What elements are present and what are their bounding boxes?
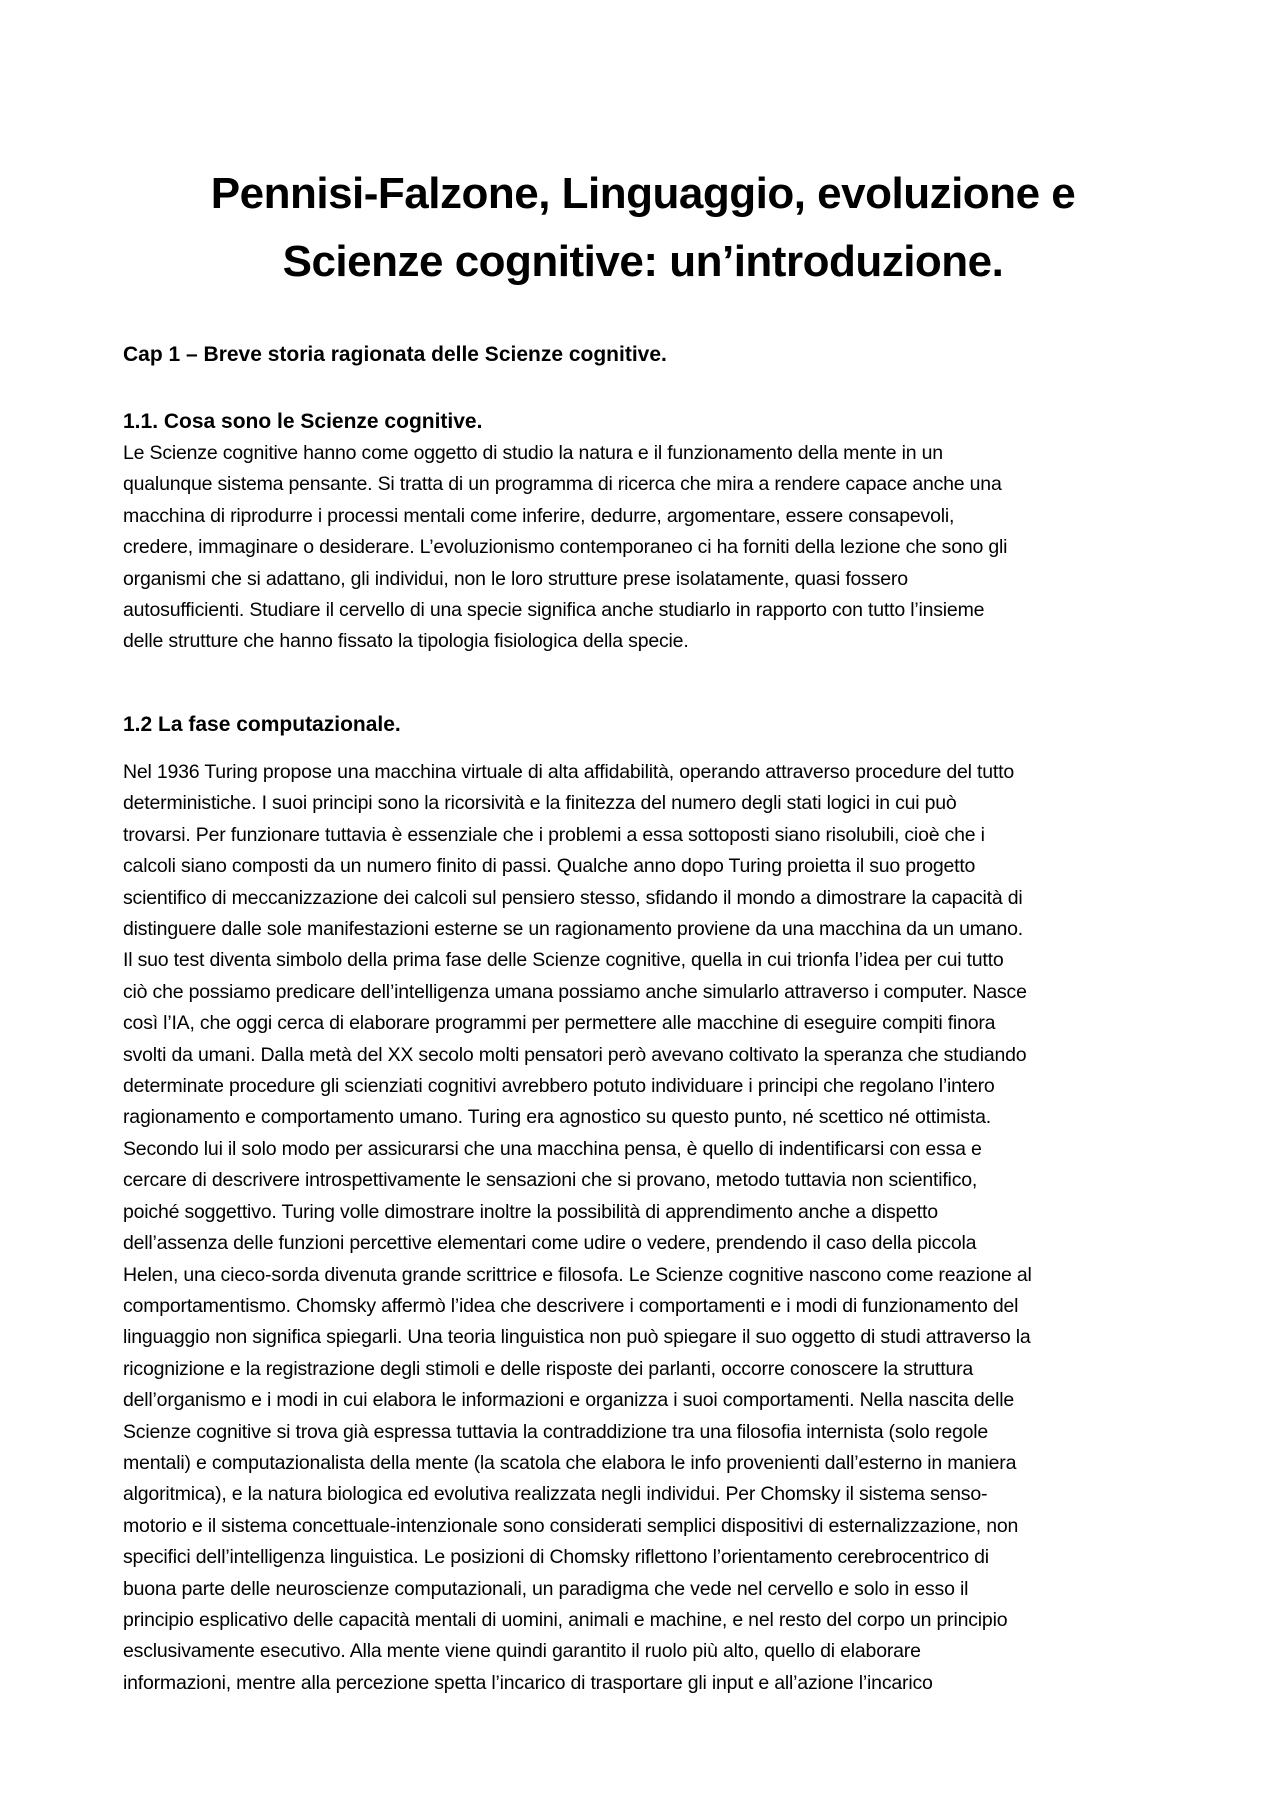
text-line: buona parte delle neuroscienze computazionali, un paradigma che vede nel cervello e solo in esso il: [123, 1577, 969, 1600]
text-line: ciò che possiamo predicare dell’intelligenza umana possiamo anche simularlo attraverso i computer. Nasce: [123, 980, 1027, 1003]
text-line: Nel 1936 Turing propose una macchina virtuale di alta affidabilità, operando attraverso procedure del tutto: [123, 761, 1014, 783]
text-line: determinate procedure gli scienziati cognitivi avrebbero potuto individuare i principi che regolano l’intero: [123, 1075, 995, 1098]
text-line: mentali) e computazionalista della mente (la scatola che elabora le info provenienti dall’esterno in maniera: [123, 1451, 1017, 1474]
section-heading-1-1: 1.1. Cosa sono le Scienze cognitive.: [123, 410, 483, 433]
text-line: Secondo lui il solo modo per assicurarsi che una macchina pensa, è quello di indentificarsi con essa e: [123, 1137, 982, 1160]
title-line: Scienze cognitive: un’introduzione.: [282, 237, 1004, 286]
text-line: Helen, una cieco-sorda divenuta grande scrittrice e filosofa. Le Scienze cognitive nascono come reazione al: [123, 1263, 1032, 1286]
text-line: motorio e il sistema concettuale-intenzionale sono considerati semplici dispositivi di esternalizzazione, non: [123, 1514, 1019, 1537]
text-line: autosufficienti. Studiare il cervello di una specie significa anche studiarlo in rapporto con tutto l’insieme: [123, 599, 985, 622]
text-line: cercare di descrivere introspettivamente le sensazioni che si provano, metodo tuttavia non scientifico,: [123, 1169, 978, 1192]
text-line: poiché soggettivo. Turing volle dimostrare inoltre la possibilità di apprendimento anche a dispetto: [123, 1200, 938, 1223]
text-line: svolti da umani. Dalla metà del XX secolo molti pensatori però avevano coltivato la speranza che studiando: [123, 1043, 1027, 1066]
title-line: Pennisi-Falzone, Linguaggio, evoluzione e: [210, 169, 1076, 218]
text-line: organismi che si adattano, gli individui, non le loro strutture prese isolatamente, quasi fossero: [123, 567, 908, 590]
text-line: trovarsi. Per funzionare tuttavia è essenziale che i problemi a essa sottoposti siano risolubili, cioè che i: [123, 823, 985, 846]
document-title: [123, 160, 1163, 296]
text-line: delle strutture che hanno fissato la tipologia fisiologica della specie.: [123, 630, 689, 653]
text-line: credere, immaginare o desiderare. L’evoluzionismo contemporaneo ci ha forniti della lezione che sono gli: [123, 536, 1008, 559]
text-line: informazioni, mentre alla percezione spetta l’incarico di trasportare gli input e all’azione l’incarico: [123, 1671, 933, 1694]
text-line: Le Scienze cognitive hanno come oggetto di studio la natura e il funzionamento della mente in un: [123, 442, 943, 464]
section-heading-1-2: 1.2 La fase computazionale.: [123, 713, 401, 736]
text-line: ragionamento e comportamento umano. Turing era agnostico su questo punto, né scettico né ottimista.: [123, 1106, 991, 1129]
text-line: macchina di riprodurre i processi mentali come inferire, dedurre, argomentare, essere consapevoli,: [123, 504, 955, 527]
section-1-1-paragraph: [123, 438, 1007, 658]
text-line: principio esplicativo delle capacità mentali di uomini, animali e machine, e nel resto del corpo un principio: [123, 1608, 1008, 1631]
text-line: specifici dell’intelligenza linguistica. Le posizioni di Chomsky riflettono l’orientamento cerebrocentrico di: [123, 1546, 989, 1569]
text-line: deterministiche. I suoi principi sono la ricorsività e la finitezza del numero degli stati logici in cui può: [123, 792, 957, 815]
text-line: linguaggio non significa spiegarli. Una teoria linguistica non può spiegare il suo oggetto di studi attraverso la: [123, 1326, 1031, 1349]
text-line: algoritmica), e la natura biologica ed evolutiva realizzata negli individui. Per Chomsky il sistema senso-: [123, 1483, 988, 1506]
text-line: comportamentismo. Chomsky affermò l’idea che descrivere i comportamenti e i modi di funzionamento del: [123, 1294, 1019, 1317]
text-line: Il suo test diventa simbolo della prima fase delle Scienze cognitive, quella in cui trionfa l’idea per cui tutto: [123, 949, 1004, 972]
text-line: qualunque sistema pensante. Si tratta di un programma di ricerca che mira a rendere capace anche una: [123, 473, 1002, 496]
text-line: esclusivamente esecutivo. Alla mente viene quindi garantito il ruolo più alto, quello di elaborare: [123, 1640, 921, 1663]
text-line: dell’organismo e i modi in cui elabora le informazioni e organizza i suoi comportamenti. Nella nascita delle: [123, 1389, 1015, 1412]
text-line: così l’IA, che oggi cerca di elaborare programmi per permettere alle macchine di eseguire compiti finora: [123, 1012, 996, 1035]
text-line: dell’assenza delle funzioni percettive elementari come udire o vedere, prendendo il caso della piccola: [123, 1232, 977, 1255]
text-line: ricognizione e la registrazione degli stimoli e delle risposte dei parlanti, occorre conoscere la struttura: [123, 1357, 974, 1380]
chapter-heading: Cap 1 – Breve storia ragionata delle Scienze cognitive.: [123, 343, 667, 366]
text-line: calcoli siano composti da un numero finito di passi. Qualche anno dopo Turing proietta il suo progetto: [123, 855, 976, 878]
text-line: distinguere dalle sole manifestazioni esterne se un ragionamento proviene da una macchina da un umano.: [123, 918, 1023, 941]
text-line: Scienze cognitive si trova già espressa tuttavia la contraddizione tra una filosofia internista (solo regole: [123, 1420, 989, 1443]
section-1-2-paragraph: [123, 757, 1032, 1699]
text-line: scientifico di meccanizzazione dei calcoli sul pensiero stesso, sfidando il mondo a dimostrare la capacità di: [123, 886, 1023, 909]
